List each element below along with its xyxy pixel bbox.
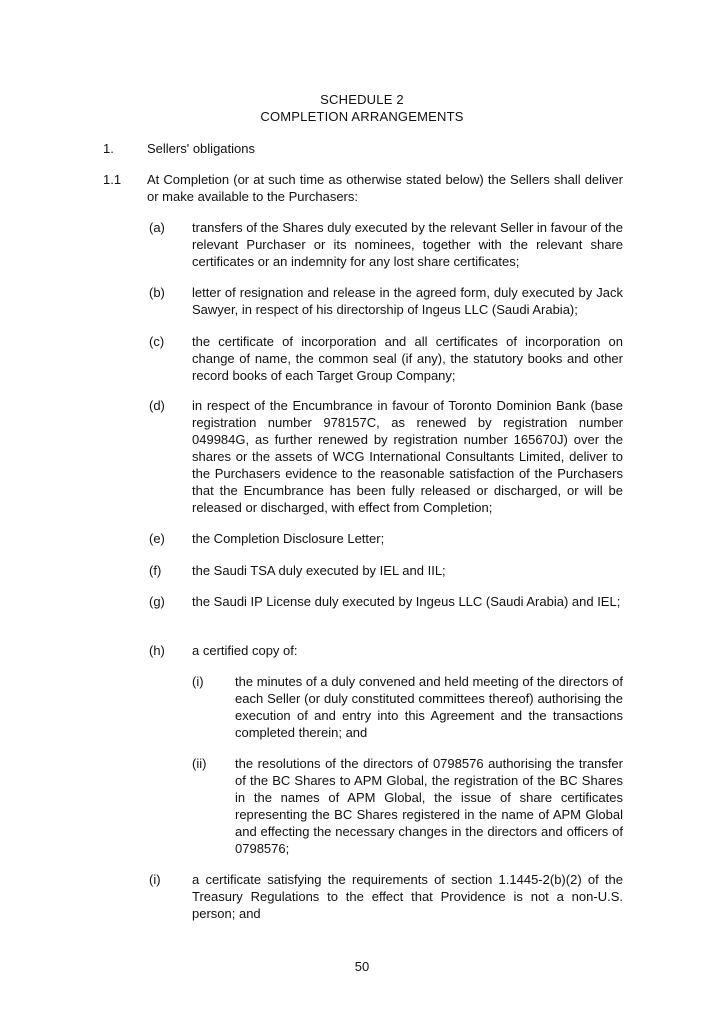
section-title: Sellers' obligations: [147, 141, 255, 156]
schedule-heading: SCHEDULE 2: [320, 92, 404, 107]
item-text: in respect of the Encumbrance in favour of Toronto Dominion Bank (base registration number 978157C, as renewed by registration number 049984G, as further renewed by registration number 165670J) over the shares or the assets of WCG International Consultants Limited, deliver to the Purchasers evidence to the reasonable satisfaction of the Purchasers that the Encumbrance has been fully released or discharged, or will be released or discharged, with effect from Completion;: [192, 398, 623, 515]
item-label: (b): [149, 285, 165, 300]
item-text: a certificate satisfying the requirements of section 1.1445-2(b)(2) of the Treasury Regulations to the effect that Providence is not a non-U.S. person; and: [192, 872, 623, 921]
item-text: the Completion Disclosure Letter;: [192, 531, 385, 546]
clause-number: 1.1: [103, 172, 122, 187]
page-number: 50: [354, 959, 370, 974]
subitem-text: the resolutions of the directors of 0798576 authorising the transfer of the BC Shares to APM Global, the registration of the BC Shares in the names of APM Global, the issue of share certificates representing the BC Shares registered in the name of APM Global and effecting the necessary changes in the directors and officers of 0798576;: [235, 756, 623, 856]
item-text: the Saudi IP License duly executed by Ingeus LLC (Saudi Arabia) and IEL;: [192, 594, 621, 609]
subitem-label: (ii): [192, 756, 207, 771]
item-text: letter of resignation and release in the agreed form, duly executed by Jack Sawyer, in respect of his directorship of Ingeus LLC (Saudi Arabia);: [192, 285, 623, 317]
item-text: a certified copy of:: [192, 643, 298, 658]
item-text: transfers of the Shares duly executed by the relevant Seller in favour of the relevant Purchaser or its nominees, together with the relevant share certificates or an indemnity for any lost share certificates;: [192, 220, 623, 269]
item-text: the certificate of incorporation and all certificates of incorporation on change of name, the common seal (if any), the statutory books and other record books of each Target Group Company;: [192, 334, 623, 383]
item-label: (e): [149, 531, 165, 546]
item-text: the Saudi TSA duly executed by IEL and IIL;: [192, 563, 446, 578]
schedule-subheading: COMPLETION ARRANGEMENTS: [260, 109, 464, 124]
item-label: (h): [149, 643, 165, 658]
item-label: (g): [149, 594, 165, 609]
item-label: (f): [149, 563, 162, 578]
item-label: (i): [149, 872, 161, 887]
item-label: (c): [149, 334, 165, 349]
section-number: 1.: [103, 141, 114, 156]
subitem-label: (i): [192, 674, 204, 689]
item-label: (d): [149, 398, 165, 413]
clause-text: At Completion (or at such time as otherwise stated below) the Sellers shall deliver or make available to the Purchasers:: [147, 172, 623, 204]
item-label: (a): [149, 220, 165, 235]
subitem-text: the minutes of a duly convened and held meeting of the directors of each Seller (or duly constituted committees thereof) authorising the execution of and entry into this Agreement and the transactions completed therein; and: [235, 674, 623, 740]
